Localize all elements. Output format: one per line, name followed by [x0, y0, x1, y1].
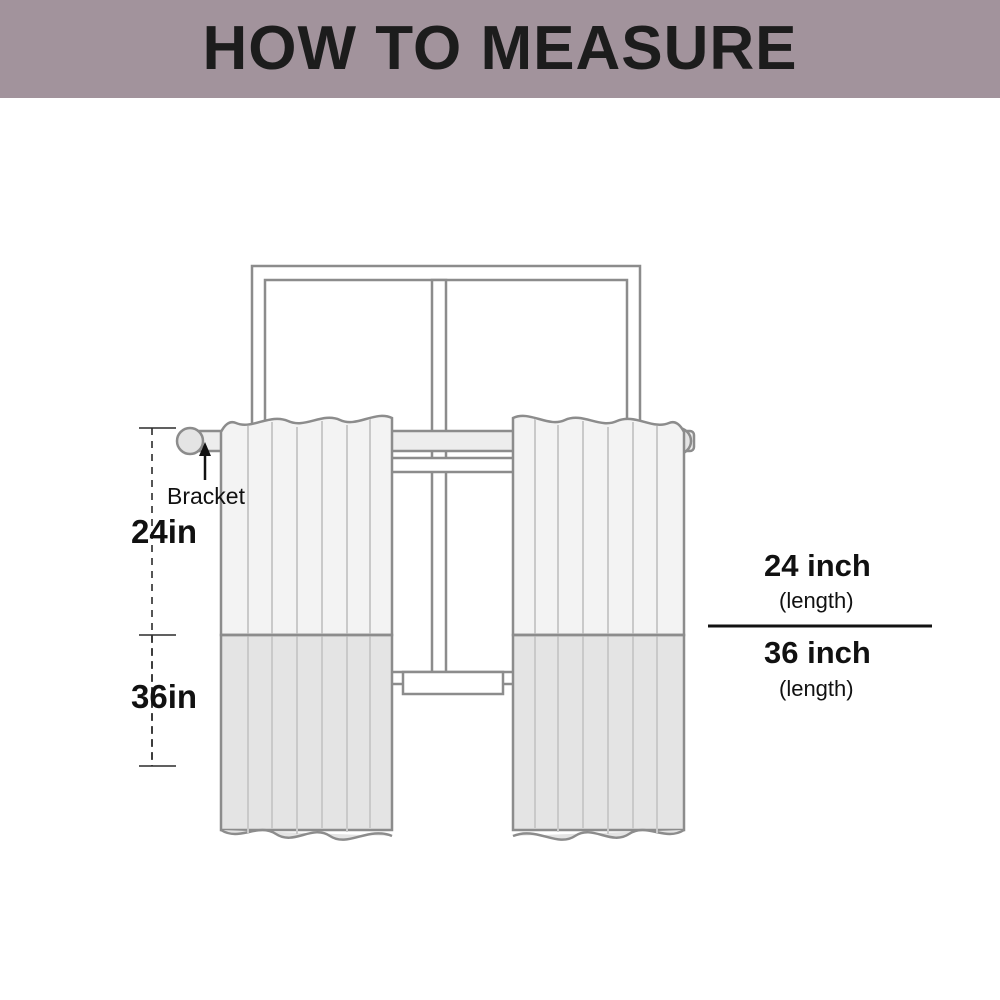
label-bracket: Bracket: [167, 483, 245, 509]
diagram-area: [0, 98, 1000, 1000]
curtain-panel-right-icon: [513, 416, 684, 840]
label-top-measure: 24in: [131, 513, 198, 550]
label-length-24-sub: (length): [779, 588, 854, 613]
label-length-36: 36 inch: [764, 635, 871, 670]
header-banner: [0, 0, 1000, 98]
label-length-36-sub: (length): [779, 676, 854, 701]
curtain-panel-left-icon: [221, 416, 392, 840]
page-title: HOW TO MEASURE: [202, 14, 798, 83]
label-bottom-measure: 36in: [131, 678, 198, 715]
label-length-24: 24 inch: [764, 548, 871, 583]
